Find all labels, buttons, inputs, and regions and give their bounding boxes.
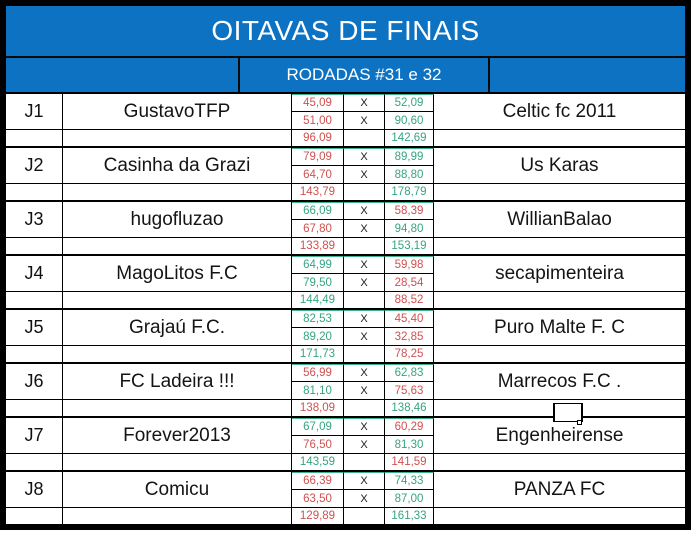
away-team-name bbox=[434, 94, 685, 130]
home-team-label: Comicu bbox=[144, 478, 210, 500]
match-id bbox=[6, 256, 63, 292]
away-team-name bbox=[434, 364, 685, 400]
match-row-j5 bbox=[6, 310, 685, 364]
home-team-label: hugofluzao bbox=[130, 208, 224, 230]
match-id bbox=[6, 94, 63, 130]
versus-x: X bbox=[344, 166, 385, 184]
empty-cell bbox=[6, 454, 63, 470]
versus-x: X bbox=[344, 364, 385, 382]
away-team-name bbox=[434, 256, 685, 292]
home-score-leg2: 89,20 bbox=[292, 328, 344, 346]
home-score-leg1: 64,99 bbox=[292, 256, 344, 274]
away-team-name bbox=[434, 202, 685, 238]
home-score-leg1: 67,09 bbox=[292, 418, 344, 436]
match-id bbox=[6, 202, 63, 238]
versus-x: X bbox=[344, 472, 385, 490]
away-total-score: 142,69 bbox=[385, 130, 434, 146]
home-score-leg2: 64,70 bbox=[292, 166, 344, 184]
empty-cell bbox=[6, 400, 63, 416]
home-total-score: 143,79 bbox=[292, 184, 344, 200]
match-row-j8 bbox=[6, 472, 685, 524]
home-total-score: 129,89 bbox=[292, 508, 344, 524]
empty-cell bbox=[344, 184, 385, 200]
home-score-leg2: 51,00 bbox=[292, 112, 344, 130]
home-total-score: 138,09 bbox=[292, 400, 344, 416]
empty-cell bbox=[6, 184, 63, 200]
versus-x: X bbox=[344, 202, 385, 220]
away-team-name bbox=[434, 472, 685, 508]
away-score-leg1: 89,99 bbox=[385, 148, 434, 166]
home-total-score: 96,09 bbox=[292, 130, 344, 146]
home-team-label: FC Ladeira !!! bbox=[119, 370, 235, 392]
empty-cell bbox=[434, 508, 685, 524]
home-team-label: MagoLitos F.C bbox=[116, 262, 238, 284]
match-id-label: J8 bbox=[24, 479, 44, 499]
empty-cell bbox=[63, 346, 292, 362]
match-row-j2 bbox=[6, 148, 685, 202]
away-team-label: WillianBalao bbox=[507, 208, 612, 230]
away-total-score: 78,25 bbox=[385, 346, 434, 362]
empty-cell bbox=[63, 400, 292, 416]
empty-cell bbox=[6, 346, 63, 362]
match-id-label: J2 bbox=[24, 155, 44, 175]
title-bar bbox=[6, 6, 685, 58]
home-team-label: Forever2013 bbox=[123, 424, 231, 446]
away-score-leg1: 52,09 bbox=[385, 94, 434, 112]
empty-cell bbox=[344, 508, 385, 524]
match-row-j7 bbox=[6, 418, 685, 472]
home-team-name bbox=[63, 472, 292, 508]
match-id-label: J5 bbox=[24, 317, 44, 337]
away-score-leg2: 90,60 bbox=[385, 112, 434, 130]
home-team-name bbox=[63, 148, 292, 184]
subtitle-left-cell bbox=[6, 58, 240, 92]
empty-cell bbox=[344, 292, 385, 308]
away-team-label: PANZA FC bbox=[513, 478, 606, 500]
home-score-leg2: 76,50 bbox=[292, 436, 344, 454]
versus-x: X bbox=[344, 382, 385, 400]
versus-x: X bbox=[344, 490, 385, 508]
empty-cell bbox=[63, 454, 292, 470]
away-score-leg2: 87,00 bbox=[385, 490, 434, 508]
home-score-leg2: 79,50 bbox=[292, 274, 344, 292]
empty-cell bbox=[434, 184, 685, 200]
home-score-leg1: 66,39 bbox=[292, 472, 344, 490]
versus-x: X bbox=[344, 274, 385, 292]
home-team-name bbox=[63, 202, 292, 238]
away-team-label: Celtic fc 2011 bbox=[502, 100, 617, 122]
empty-cell bbox=[63, 238, 292, 254]
home-team-name bbox=[63, 94, 292, 130]
empty-cell bbox=[63, 130, 292, 146]
away-team-label: Us Karas bbox=[520, 154, 599, 176]
home-total-score: 143,59 bbox=[292, 454, 344, 470]
away-team-name bbox=[434, 148, 685, 184]
empty-cell bbox=[6, 238, 63, 254]
home-score-leg1: 79,09 bbox=[292, 148, 344, 166]
empty-cell bbox=[63, 292, 292, 308]
versus-x: X bbox=[344, 418, 385, 436]
away-score-leg2: 32,85 bbox=[385, 328, 434, 346]
subtitle-right-cell bbox=[490, 58, 685, 92]
home-team-name bbox=[63, 418, 292, 454]
empty-cell bbox=[344, 454, 385, 470]
home-team-name bbox=[63, 310, 292, 346]
away-score-leg2: 94,80 bbox=[385, 220, 434, 238]
empty-cell bbox=[6, 292, 63, 308]
away-score-leg2: 75,63 bbox=[385, 382, 434, 400]
empty-cell bbox=[344, 346, 385, 362]
away-total-score: 178,79 bbox=[385, 184, 434, 200]
match-id-label: J6 bbox=[24, 371, 44, 391]
match-row-j4 bbox=[6, 256, 685, 310]
empty-cell bbox=[344, 238, 385, 254]
empty-cell bbox=[6, 130, 63, 146]
match-id-label: J4 bbox=[24, 263, 44, 283]
home-total-score: 171,73 bbox=[292, 346, 344, 362]
empty-cell bbox=[434, 292, 685, 308]
home-team-name bbox=[63, 364, 292, 400]
away-score-leg2: 88,80 bbox=[385, 166, 434, 184]
away-team-label: Engenheirense bbox=[495, 424, 624, 446]
away-team-name bbox=[434, 310, 685, 346]
home-team-name bbox=[63, 256, 292, 292]
away-score-leg1: 60,29 bbox=[385, 418, 434, 436]
away-score-leg1: 74,33 bbox=[385, 472, 434, 490]
versus-x: X bbox=[344, 94, 385, 112]
away-team-label: Puro Malte F. C bbox=[494, 316, 625, 338]
match-id bbox=[6, 310, 63, 346]
away-score-leg1: 58,39 bbox=[385, 202, 434, 220]
match-id bbox=[6, 364, 63, 400]
home-score-leg1: 66,09 bbox=[292, 202, 344, 220]
home-total-score: 144,49 bbox=[292, 292, 344, 308]
match-row-j3 bbox=[6, 202, 685, 256]
edit-box-handle[interactable] bbox=[577, 420, 582, 425]
away-score-leg1: 62,83 bbox=[385, 364, 434, 382]
empty-cell bbox=[63, 184, 292, 200]
match-id-label: J3 bbox=[24, 209, 44, 229]
empty-cell bbox=[6, 508, 63, 524]
versus-x: X bbox=[344, 220, 385, 238]
home-score-leg1: 56,99 bbox=[292, 364, 344, 382]
away-score-leg1: 59,98 bbox=[385, 256, 434, 274]
empty-cell bbox=[434, 238, 685, 254]
away-total-score: 88,52 bbox=[385, 292, 434, 308]
match-row-j6 bbox=[6, 364, 685, 418]
away-score-leg2: 28,54 bbox=[385, 274, 434, 292]
home-score-leg1: 82,53 bbox=[292, 310, 344, 328]
away-score-leg1: 45,40 bbox=[385, 310, 434, 328]
away-total-score: 141,59 bbox=[385, 454, 434, 470]
away-total-score: 153,19 bbox=[385, 238, 434, 254]
home-team-label: Grajaú F.C. bbox=[128, 316, 226, 338]
subtitle-bar bbox=[6, 58, 685, 92]
away-team-label: secapimenteira bbox=[495, 262, 624, 284]
home-score-leg2: 81,10 bbox=[292, 382, 344, 400]
versus-x: X bbox=[344, 328, 385, 346]
subtitle-cell bbox=[240, 58, 490, 92]
empty-cell bbox=[344, 130, 385, 146]
versus-x: X bbox=[344, 112, 385, 130]
home-total-score: 133,89 bbox=[292, 238, 344, 254]
versus-x: X bbox=[344, 256, 385, 274]
match-id-label: J1 bbox=[24, 101, 44, 121]
home-score-leg1: 45,09 bbox=[292, 94, 344, 112]
empty-cell bbox=[434, 130, 685, 146]
bracket-table bbox=[6, 92, 685, 524]
versus-x: X bbox=[344, 310, 385, 328]
match-id bbox=[6, 418, 63, 454]
floating-edit-box[interactable] bbox=[553, 403, 583, 422]
match-id bbox=[6, 472, 63, 508]
empty-cell bbox=[434, 346, 685, 362]
subtitle-text: RODADAS #31 e 32 bbox=[286, 65, 442, 84]
versus-x: X bbox=[344, 148, 385, 166]
empty-cell bbox=[344, 400, 385, 416]
versus-x: X bbox=[344, 436, 385, 454]
away-total-score: 161,33 bbox=[385, 508, 434, 524]
away-score-leg2: 81,30 bbox=[385, 436, 434, 454]
away-total-score: 138,46 bbox=[385, 400, 434, 416]
home-score-leg2: 63,50 bbox=[292, 490, 344, 508]
away-team-label: Marrecos F.C . bbox=[497, 370, 622, 392]
away-team-name bbox=[434, 418, 685, 454]
empty-cell bbox=[434, 454, 685, 470]
match-id bbox=[6, 148, 63, 184]
home-team-label: GustavoTFP bbox=[123, 100, 231, 122]
match-row-j1 bbox=[6, 94, 685, 148]
page-title: OITAVAS DE FINAIS bbox=[211, 15, 480, 46]
empty-cell bbox=[63, 508, 292, 524]
match-id-label: J7 bbox=[24, 425, 44, 445]
home-team-label: Casinha da Grazi bbox=[103, 154, 251, 176]
home-score-leg2: 67,80 bbox=[292, 220, 344, 238]
